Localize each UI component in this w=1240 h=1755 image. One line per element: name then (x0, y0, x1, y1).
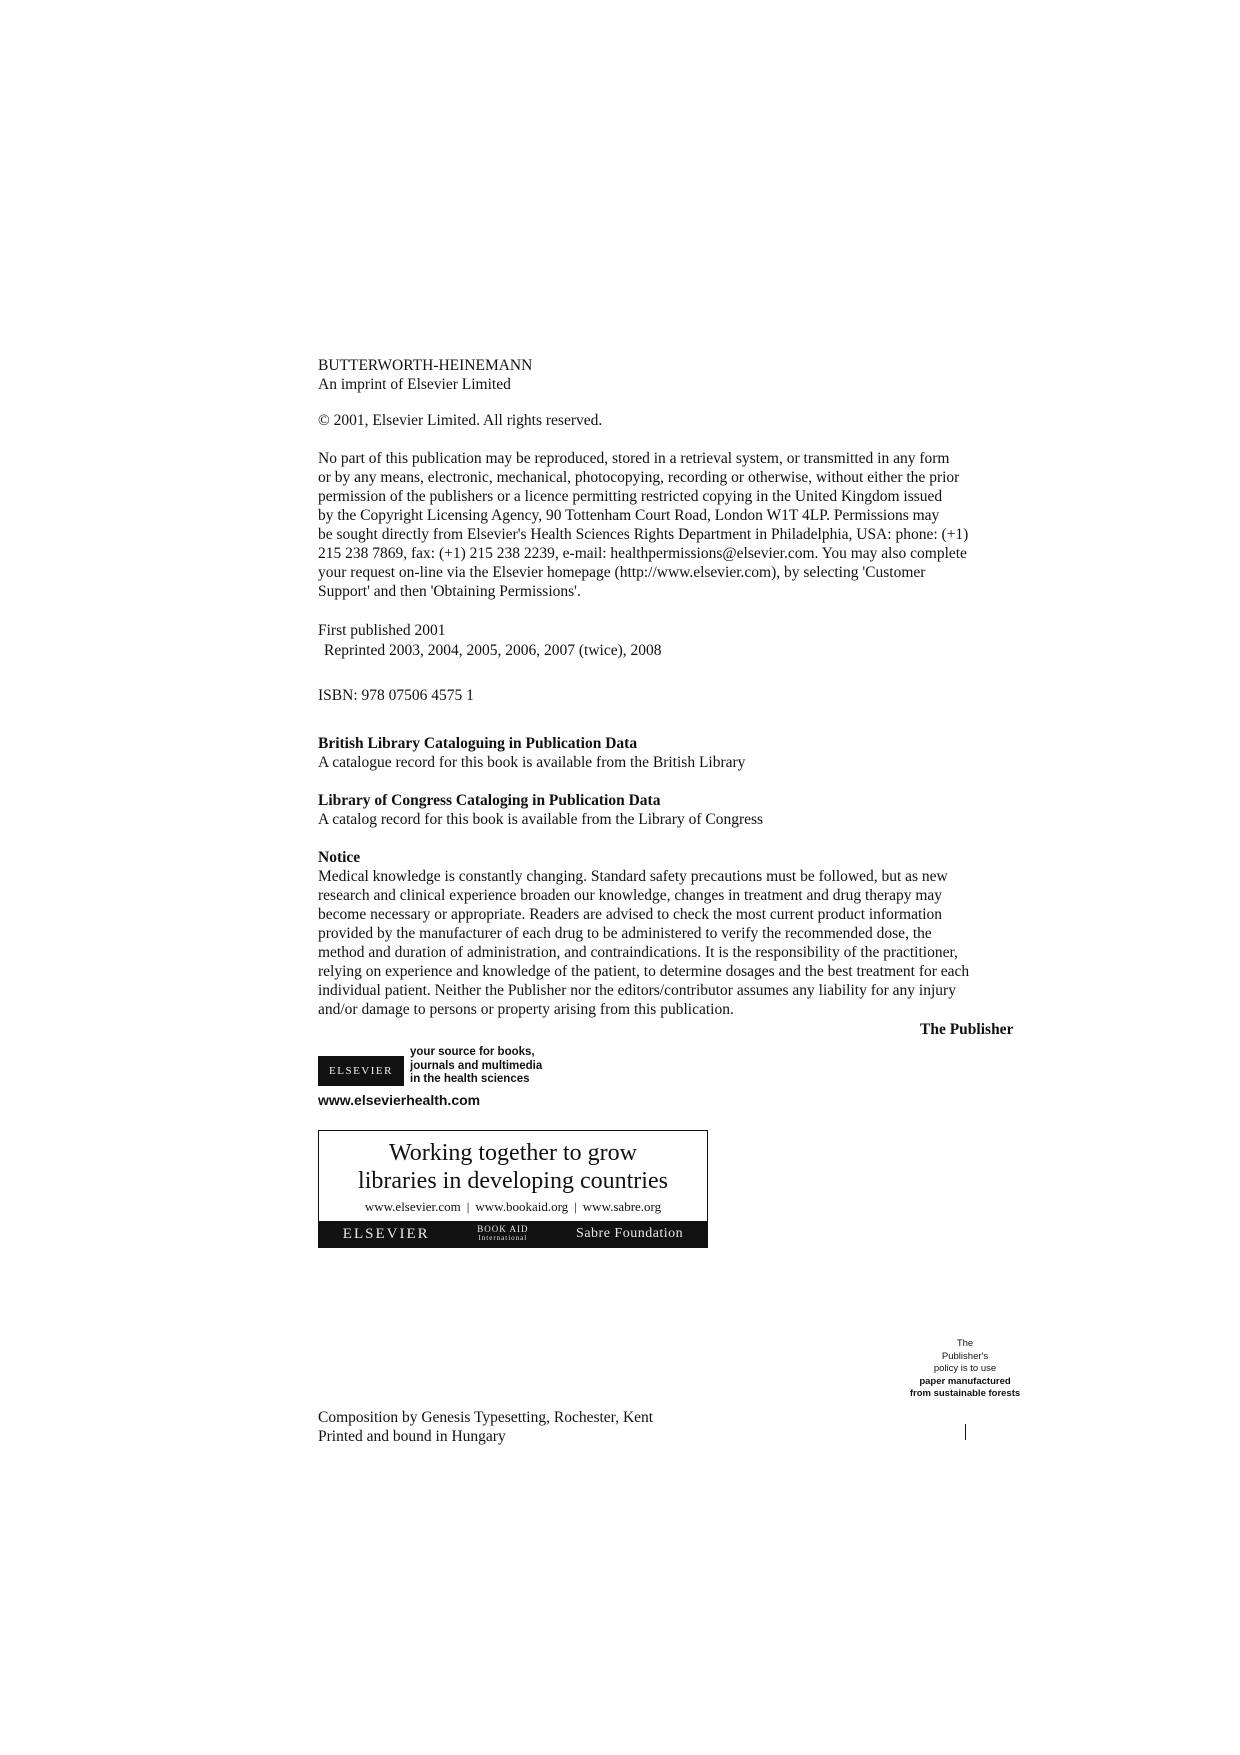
notice-line: research and clinical experience broaden our knowledge, changes in treatment and drug therapy may (318, 887, 943, 904)
working-together-banner (318, 1130, 708, 1248)
rights-line: or by any means, electronic, mechanical, photocopying, recording or otherwise, without either the prior (318, 469, 960, 486)
sabre-link[interactable]: www.sabre.org (582, 1199, 662, 1214)
notice-line: and/or damage to persons or property arising from this publication. (318, 1001, 734, 1018)
forest-line: from sustainable forests (909, 1388, 1021, 1399)
tagline-line: in the health sciences (410, 1073, 530, 1085)
notice-line: Medical knowledge is constantly changing. Standard safety precautions must be followed, but as new (318, 868, 948, 885)
forest-line: policy is to use (933, 1363, 997, 1374)
bookaid-sub: International (478, 1234, 528, 1242)
sustainable-forests-note (900, 1338, 1030, 1401)
banner-heading (319, 1139, 707, 1195)
bookaid-link[interactable]: www.bookaid.org (475, 1199, 569, 1214)
copyright-line: © 2001, Elsevier Limited. All rights reserved. (318, 412, 603, 429)
forest-line: Publisher's (941, 1350, 989, 1362)
elsevier-link[interactable]: www.elsevier.com (364, 1199, 461, 1214)
rights-line: permission of the publishers or a licence permitting restricted copying in the United Kingdom issued (318, 488, 943, 505)
tagline-line: journals and multimedia (410, 1059, 543, 1072)
british-library-text: A catalogue record for this book is available from the British Library (318, 754, 746, 771)
rights-line: No part of this publication may be reproduced, stored in a retrieval system, or transmitted in any form (318, 450, 950, 467)
british-library-heading: British Library Cataloguing in Publication Data (318, 735, 638, 752)
forest-line: paper manufactured (919, 1375, 1011, 1387)
loc-heading: Library of Congress Cataloging in Publication Data (318, 792, 661, 809)
banner-links (319, 1199, 707, 1215)
publisher-name: BUTTERWORTH-HEINEMANN (318, 357, 533, 374)
notice-line: method and duration of administration, and contraindications. It is the responsibility of the practitioner, (318, 944, 958, 961)
loc-text: A catalog record for this book is available from the Library of Congress (318, 811, 764, 828)
rights-line: your request on-line via the Elsevier homepage (http://www.elsevier.com), by selecting 'Customer (318, 564, 926, 581)
notice-signature: The Publisher (920, 1021, 1014, 1038)
rights-line: 215 238 7869, fax: (+1) 215 238 2239, e-mail: healthpermissions@elsevier.com. You may also complete (318, 545, 967, 562)
reprint-history: Reprinted 2003, 2004, 2005, 2006, 2007 (twice), 2008 (324, 642, 662, 659)
link-separator: | (574, 1199, 577, 1214)
bookaid-name: BOOK AID (477, 1224, 529, 1234)
tree-trunk-icon (965, 1424, 966, 1440)
rights-paragraph (318, 449, 968, 601)
notice-body (318, 867, 969, 1019)
notice-line: relying on experience and knowledge of the patient, to determine dosages and the best treatment for each (318, 963, 970, 980)
first-published: First published 2001 (318, 622, 446, 639)
rights-line: Support' and then 'Obtaining Permissions'. (318, 583, 581, 600)
notice-line: provided by the manufacturer of each drug to be administered to verify the recommended dose, the (318, 925, 932, 942)
link-separator: | (466, 1199, 470, 1214)
isbn: ISBN: 978 07506 4575 1 (318, 687, 474, 704)
bookaid-partner-logo (477, 1225, 528, 1243)
partner-logo-bar (319, 1221, 707, 1247)
sabre-partner-logo: Sabre Foundation (576, 1226, 684, 1241)
notice-line: individual patient. Neither the Publisher nor the editors/contributor assumes any liability for any injury (318, 982, 956, 999)
tagline-line: your source for books, (410, 1046, 535, 1058)
elsevier-health-url[interactable]: www.elsevierhealth.com (318, 1092, 481, 1108)
elsevier-tagline (410, 1046, 542, 1087)
notice-heading: Notice (318, 849, 361, 866)
rights-line: by the Copyright Licensing Agency, 90 Tottenham Court Road, London W1T 4LP. Permissions may (318, 507, 940, 524)
elsevier-partner-logo: ELSEVIER (342, 1225, 430, 1242)
banner-heading-line: libraries in developing countries (358, 1168, 668, 1194)
elsevier-logo: ELSEVIER (318, 1056, 404, 1086)
notice-line: become necessary or appropriate. Readers are advised to check the most current product information (318, 906, 943, 923)
forest-line: The (956, 1338, 974, 1349)
publisher-imprint: An imprint of Elsevier Limited (318, 376, 511, 393)
rights-line: be sought directly from Elsevier's Health Sciences Rights Department in Philadelphia, USA: phone: (+1) (318, 526, 969, 543)
printing-credit: Printed and bound in Hungary (318, 1428, 506, 1445)
composition-credit: Composition by Genesis Typesetting, Rochester, Kent (318, 1409, 654, 1426)
banner-heading-line: Working together to grow (388, 1140, 637, 1166)
